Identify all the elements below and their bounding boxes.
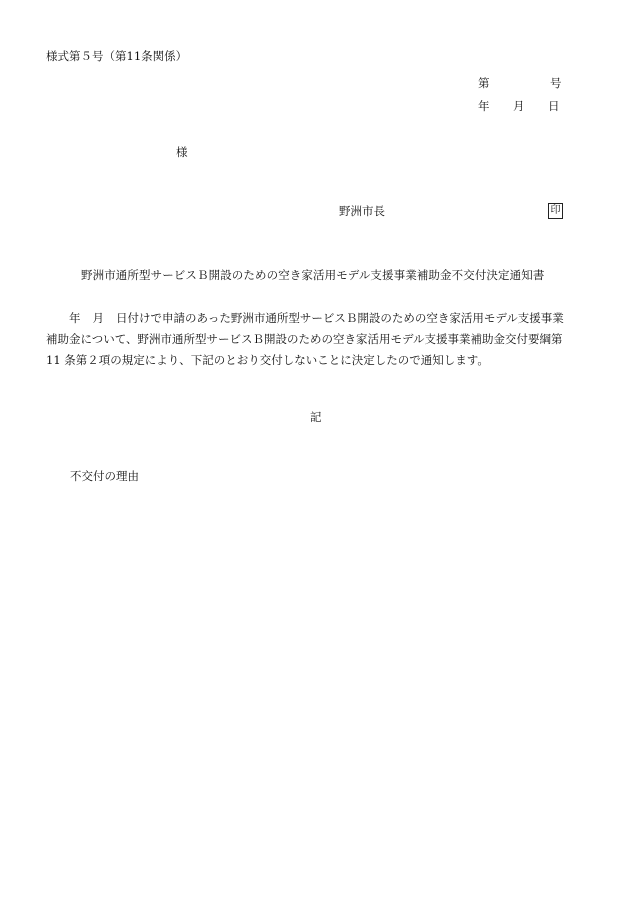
document-number-suffix: 号: [550, 76, 562, 90]
recipient-honorific: 様: [176, 145, 188, 159]
date-day-label: 日: [548, 99, 560, 113]
date-year-label: 年: [478, 99, 490, 113]
body-line-1-text: 日付けで申請のあった野洲市通所型サービスＢ開設のための空き家活用モデル支援事業: [116, 311, 564, 325]
document-title: 野洲市通所型サービスＢ開設のための空き家活用モデル支援事業補助金不交付決定通知書: [81, 268, 545, 282]
body-line-2: 補助金について、野洲市通所型サービスＢ開設のための空き家活用モデル支援事業補助金交付要綱第: [46, 332, 563, 346]
ki-heading: 記: [310, 410, 322, 424]
reason-label: 不交付の理由: [70, 469, 139, 483]
body-line-1: [46, 308, 587, 329]
issuer-name: 野洲市長: [339, 204, 385, 218]
document-number-prefix: 第: [478, 76, 490, 90]
body-date-year: 年: [69, 311, 81, 325]
body-text: [46, 308, 587, 371]
seal-icon: 印: [548, 203, 563, 219]
form-number: 様式第５号（第11条関係）: [46, 49, 188, 63]
body-date-month: 月: [92, 311, 104, 325]
body-line-3: 11 条第２項の規定により、下記のとおり交付しないことに決定したので通知します。: [46, 353, 489, 367]
date-month-label: 月: [513, 99, 525, 113]
